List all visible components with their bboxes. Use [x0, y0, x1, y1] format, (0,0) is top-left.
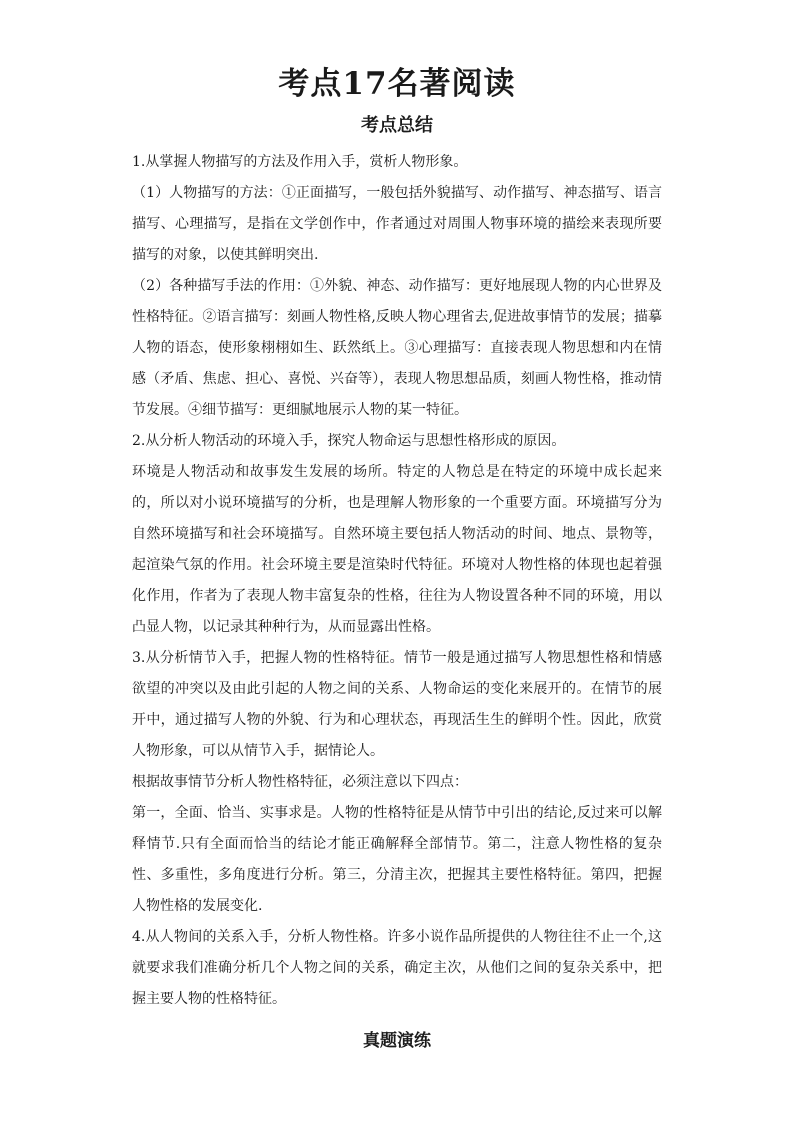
paragraph-8: 第一，全面、恰当、实事求是。人物的性格特征是从情节中引出的结论,反过来可以解释情节.只有全面而恰当的结论才能正确解释全部情节。第二，注意人物性格的复杂性、多重性，多角度进行分析。第三，分清主次，把握其主要性格特征。第四，把握人物性格的发展变化.	[132, 805, 662, 914]
paragraph-7: 根据故事情节分析人物性格特征，必须注意以下四点：	[132, 774, 468, 790]
paragraph-6: 3.从分析情节入手，把握人物的性格特征。情节一般是通过描写人物思想性格和情感欲望的冲突以及由此引起的人物之间的关系、人物命运的变化来展开的。在情节的展开中，通过描写人物的外貌、行为和心理状态，再现活生生的鲜明个性。因此，欣赏人物形象，可以从情节入手，据情论人。	[132, 650, 662, 759]
paragraph-5: 环境是人物活动和故事发生发展的场所。特定的人物总是在特定的环境中成长起来的，所以对小说环境描写的分析，也是理解人物形象的一个重要方面。环境描写分为自然环境描写和社会环境描写。自然环境主要包括人物活动的时间、地点、景物等，起渲染气氛的作用。社会环境主要是渲染时代特征。环境对人物性格的体现也起着强化作用，作者为了表现人物丰富复杂的性格，往往为人物设置各种不同的环境，用以凸显人物，以记录其种种行为，从而显露出性格。	[132, 464, 662, 635]
paragraph-4: 2.从分析人物活动的环境入手，探究人物命运与思想性格形成的原因。	[132, 433, 566, 449]
summary-body	[132, 147, 662, 1015]
paragraph-9: 4.从人物间的关系入手，分析人物性格。许多小说作品所提供的人物往往不止一个,这就要求我们准确分析几个人物之间的关系，确定主次，从他们之间的复杂关系中，把握主要人物的性格特征。	[132, 929, 662, 1007]
paragraph-3: （2）各种描写手法的作用：①外貌、神态、动作描写：更好地展现人物的内心世界及性格特征。②语言描写：刻画人物性格,反映人物心理省去,促进故事情节的发展；描摹人物的语态，使形象栩栩如生、跃然纸上。③心理描写：直接表现人物思想和内在情感（矛盾、焦虑、担心、喜悦、兴奋等），表现人物思想品质，刻画人物性格，推动情节发展。④细节描写：更细腻地展示人物的某一特征。	[132, 278, 662, 418]
section-heading-summary: 考点总结	[361, 115, 433, 136]
paragraph-1: 1.从掌握人物描写的方法及作用入手，赏析人物形象。	[132, 154, 468, 170]
paragraph-2: （1）人物描写的方法：①正面描写，一般包括外貌描写、动作描写、神态描写、语言描写、心理描写，是指在文学创作中，作者通过对周围人物事环境的描绘来表现所要描写的对象，以使其鲜明突出.	[132, 185, 662, 263]
page-title: 考点17名著阅读	[278, 66, 516, 102]
section-heading-practice: 真题演练	[363, 1031, 431, 1051]
